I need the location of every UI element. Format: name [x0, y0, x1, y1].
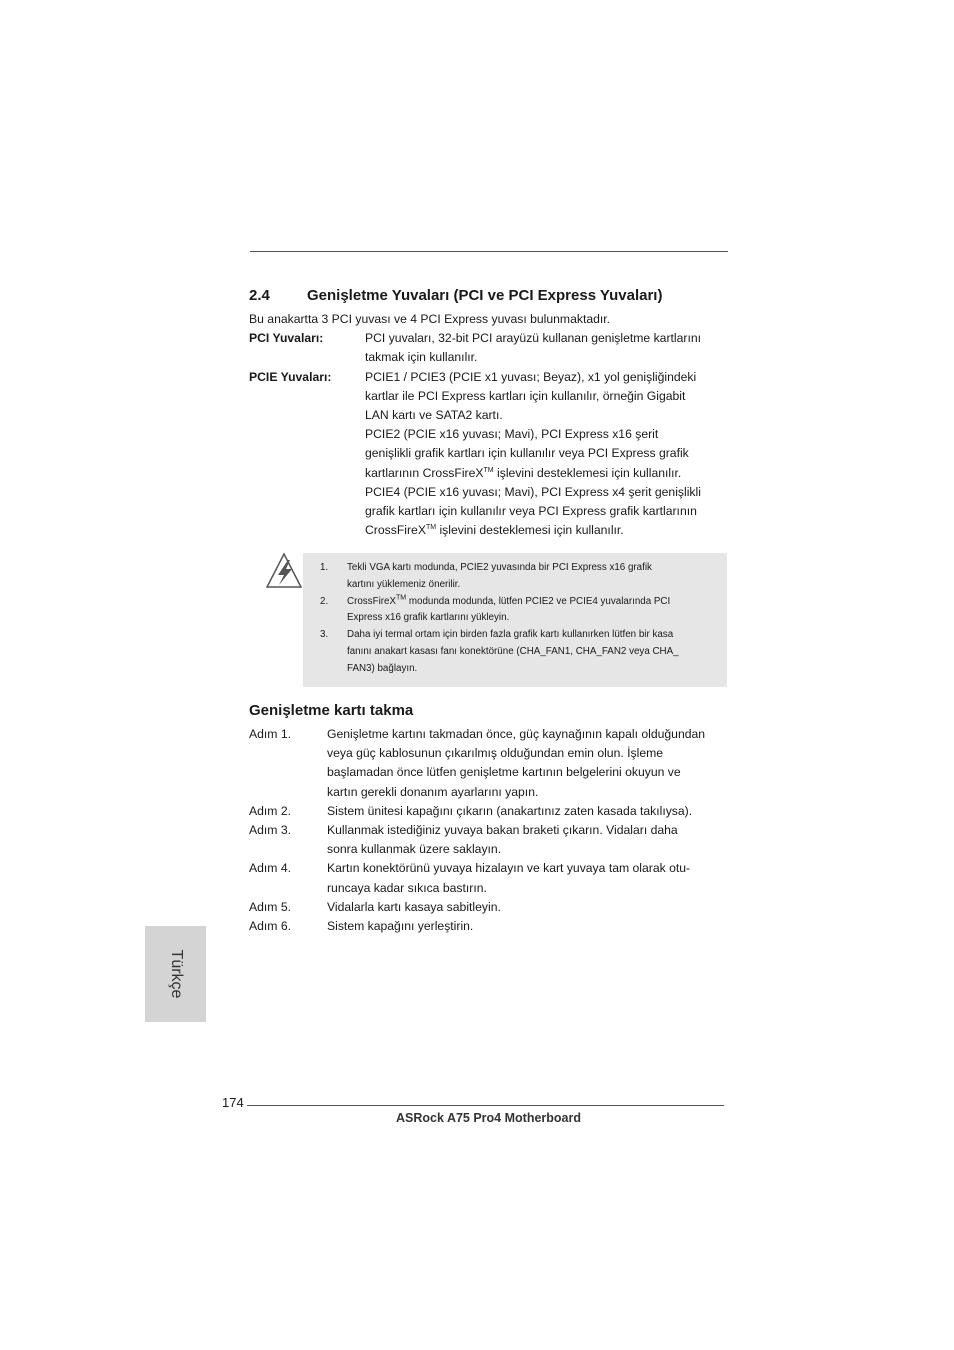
footer-product-name: ASRock A75 Pro4 Motherboard — [396, 1111, 581, 1125]
step-text — [327, 802, 727, 821]
step-label: Adım 1. — [249, 727, 291, 741]
text-fragment: kartlarının CrossFireX — [365, 465, 484, 480]
text-line: Genişletme kartını takmadan önce, güç kaynağının kapalı olduğundan — [327, 727, 706, 741]
text-line: kartlar ile PCI Express kartları için kullanılır, örneğin Gigabit — [365, 388, 686, 403]
note-list — [320, 560, 730, 678]
warning-icon — [264, 551, 304, 591]
text-line — [365, 521, 727, 540]
text-line: veya güç kablosunun çıkarılmış olduğundan emin olun. İşleme — [327, 746, 664, 761]
note-number: 1. — [320, 562, 329, 573]
text-line: grafik kartları için kullanılır veya PCI Express grafik kartlarının — [365, 504, 697, 519]
text-fragment: modunda modunda, lütfen PCIE2 ve PCIE4 yuvalarında PCI — [406, 595, 671, 607]
note-number: 3. — [320, 629, 329, 641]
install-heading: Genişletme kartı takma — [249, 702, 414, 719]
text-line — [365, 464, 727, 483]
text-fragment: işlevini desteklemesi için kullanılır. — [436, 523, 624, 538]
section-title: Genişletme Yuvaları (PCI ve PCI Express Yuvaları) — [307, 287, 663, 304]
text-line — [347, 594, 670, 611]
text-line: kartın gerekli donanım ayarlarını yapın. — [327, 784, 539, 799]
text-line: takmak için kullanılır. — [365, 350, 478, 365]
step-text — [327, 859, 727, 897]
step-row — [249, 725, 729, 802]
step-row — [249, 898, 729, 917]
step-text — [327, 821, 727, 859]
pci-description — [365, 329, 727, 367]
text-line: Vidalarla kartı kasaya sabitleyin. — [327, 899, 501, 914]
step-label: Adım 3. — [249, 823, 291, 838]
text-line: PCIE4 (PCIE x16 yuvası; Mavi), PCI Express x4 şerit genişlikli — [365, 484, 701, 499]
trademark-mark: TM — [425, 524, 437, 532]
pcie-description — [365, 368, 727, 541]
intro-text: Bu anakartta 3 PCI yuvası ve 4 PCI Express yuvası bulunmaktadır. — [249, 312, 611, 326]
pcie-definition — [249, 368, 729, 541]
step-row — [249, 821, 729, 859]
text-line: Kartın konektörünü yuvaya hizalayın ve kart yuvaya tam olarak otu- — [327, 861, 691, 876]
language-label: Türkçe — [167, 949, 185, 999]
footer-divider — [247, 1105, 724, 1106]
text-line: genişlikli grafik kartları için kullanılır veya PCI Express grafik — [365, 446, 689, 461]
install-steps — [249, 725, 729, 936]
page-number: 174 — [222, 1095, 244, 1110]
text-line: sonra kullanmak üzere saklayın. — [327, 842, 502, 857]
section-number: 2.4 — [249, 287, 270, 304]
pcie-term: PCIE Yuvaları: — [249, 369, 332, 384]
text-line: Daha iyi termal ortam için birden fazla grafik kartı kullanırken lütfen bir kasa — [347, 629, 674, 641]
step-label: Adım 2. — [249, 803, 291, 818]
text-line: Express x16 grafik kartlarını yükleyin. — [347, 612, 510, 624]
text-fragment: CrossFireX — [365, 523, 426, 538]
note-item — [320, 594, 730, 628]
pci-term: PCI Yuvaları: — [249, 331, 324, 346]
step-row — [249, 917, 729, 936]
section-heading — [249, 287, 662, 304]
note-text — [347, 594, 670, 628]
text-line: runcaya kadar sıkıca bastırın. — [327, 880, 487, 895]
language-side-tab — [145, 926, 206, 1022]
text-line: PCIE2 (PCIE x16 yuvası; Mavi), PCI Express x16 şerit — [365, 427, 659, 442]
text-fragment: CrossFireX — [347, 595, 396, 607]
text-line: PCIE1 / PCIE3 (PCIE x1 yuvası; Beyaz), x1 yol genişliğindeki — [365, 369, 697, 384]
note-item — [320, 627, 730, 677]
trademark-mark: TM — [483, 466, 494, 474]
note-number: 2. — [320, 595, 329, 607]
text-line: Tekli VGA kartı modunda, PCIE2 yuvasında bir PCI Express x16 grafik — [347, 562, 652, 573]
text-line: Sistem ünitesi kapağını çıkarın (anakartınız zaten kasada takılıysa). — [327, 803, 693, 818]
step-row — [249, 859, 729, 897]
step-text — [327, 725, 727, 802]
text-fragment: işlevini desteklemesi için kullanılır. — [493, 465, 682, 480]
note-item — [320, 560, 730, 594]
trademark-mark: TM — [396, 594, 407, 602]
text-line: FAN3) bağlayın. — [347, 662, 418, 674]
text-line: Sistem kapağını yerleştirin. — [327, 919, 474, 934]
step-text — [327, 898, 727, 917]
note-text — [347, 627, 679, 677]
step-text — [327, 917, 727, 936]
section-body — [249, 310, 729, 540]
step-label: Adım 6. — [249, 919, 291, 934]
text-line: PCI yuvaları, 32-bit PCI arayüzü kullanan genişletme kartlarını — [365, 331, 701, 346]
pci-definition — [249, 329, 729, 367]
text-line: kartını yüklemeniz önerilir. — [347, 578, 461, 590]
note-text — [347, 560, 652, 594]
text-line: Kullanmak istediğiniz yuvaya bakan braketi çıkarın. Vidaları daha — [327, 823, 678, 838]
top-divider — [250, 251, 728, 252]
step-row — [249, 802, 729, 821]
text-line: LAN kartı ve SATA2 kartı. — [365, 408, 503, 423]
text-line: fanını anakart kasası fanı konektörüne (CHA_FAN1, CHA_FAN2 veya CHA_ — [347, 645, 679, 657]
text-line: başlamadan önce lütfen genişletme kartının belgelerini okuyun ve — [327, 765, 681, 780]
step-label: Adım 4. — [249, 861, 291, 876]
step-label: Adım 5. — [249, 899, 291, 914]
